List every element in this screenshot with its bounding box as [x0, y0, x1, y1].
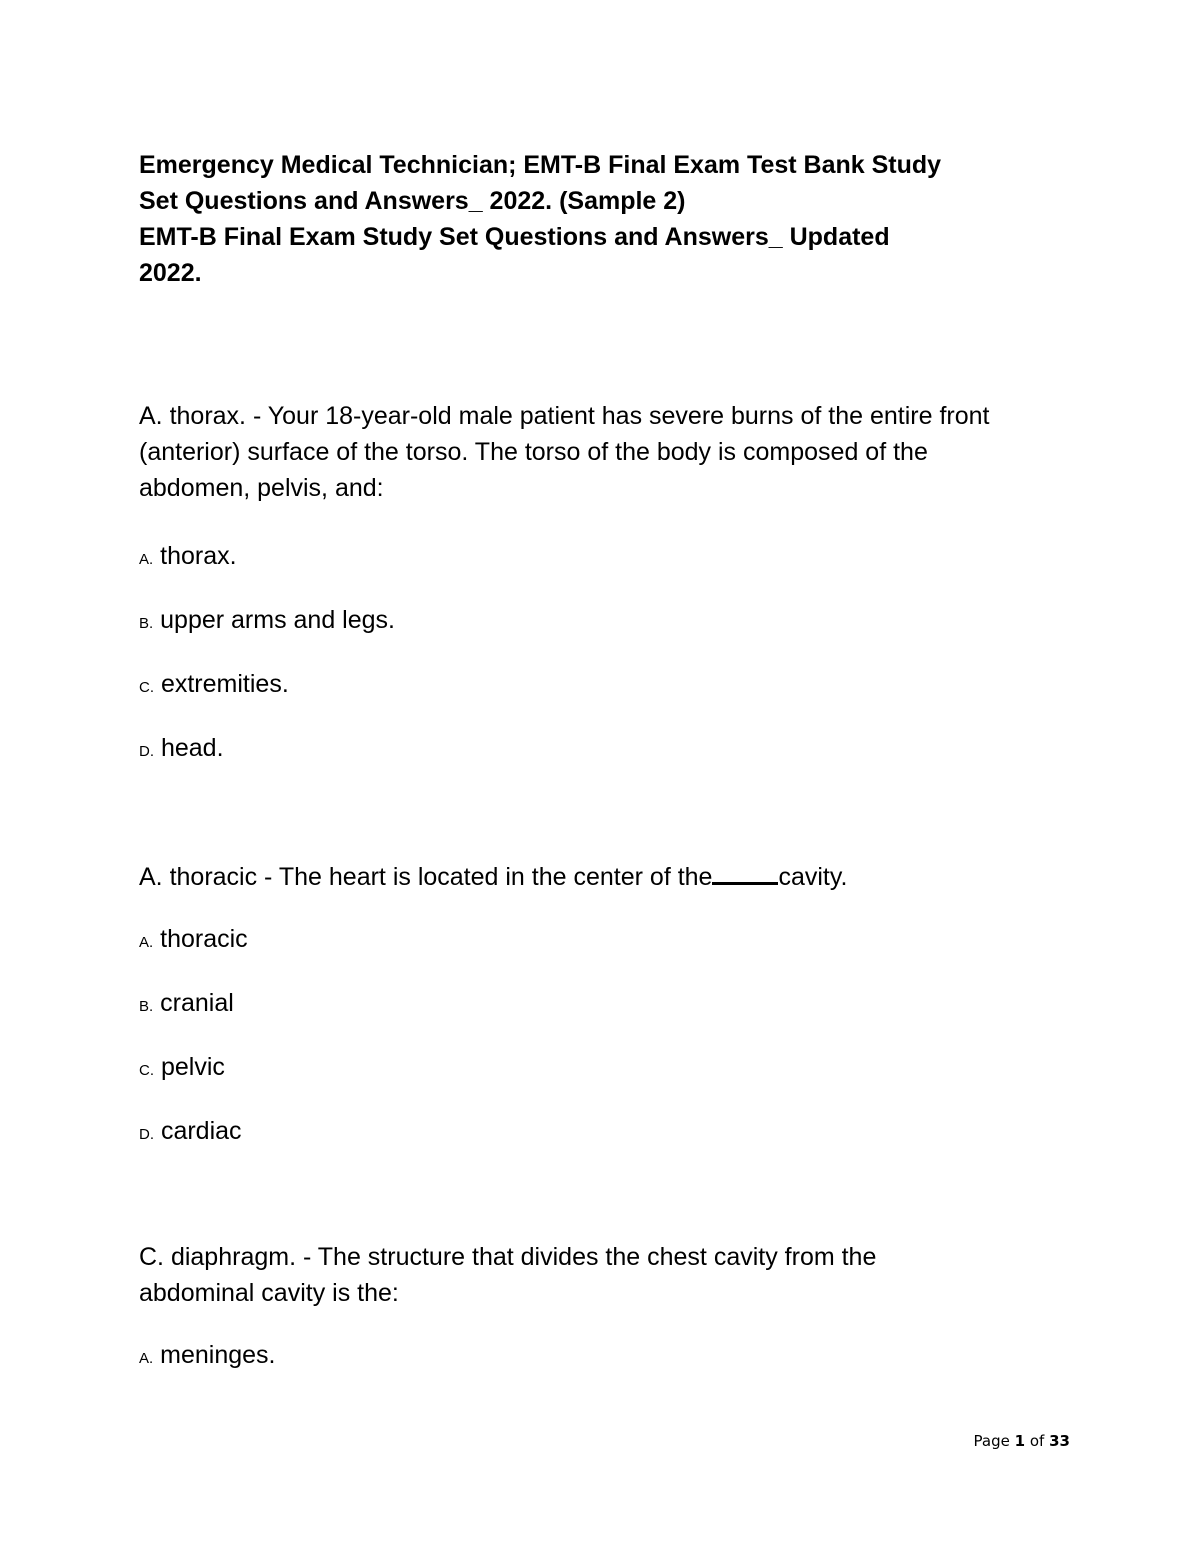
current-page: 1: [1014, 1432, 1026, 1450]
option-letter: A.: [139, 1350, 154, 1367]
option-letter: D.: [139, 1126, 154, 1143]
option-letter: D.: [139, 743, 154, 760]
fill-in-blank: [712, 860, 778, 885]
document-title: [139, 147, 1059, 291]
option-text: cranial: [160, 989, 234, 1017]
option: [139, 1113, 242, 1153]
option: [139, 602, 395, 642]
option-letter: A.: [139, 551, 154, 568]
option: [139, 1049, 225, 1089]
option-letter: C.: [139, 679, 154, 696]
total-pages: 33: [1049, 1432, 1070, 1450]
option-text: cardiac: [160, 1117, 242, 1145]
option: [139, 666, 289, 706]
page-label: Page: [973, 1432, 1010, 1450]
question-2: [139, 859, 1039, 895]
option: [139, 985, 234, 1025]
option-text: thoracic: [160, 925, 248, 953]
option-text: head.: [160, 734, 224, 762]
question-3: C. diaphragm. - The structure that divides the chest cavity from the abdominal cavity is the:: [139, 1243, 877, 1307]
option-letter: A.: [139, 934, 154, 951]
option-text: extremities.: [160, 670, 289, 698]
option-letter: B.: [139, 998, 154, 1015]
question-text: A. thoracic - The heart is located in the center of the: [139, 863, 713, 891]
option-letter: B.: [139, 615, 154, 632]
option-letter: C.: [139, 1062, 154, 1079]
option-text: meninges.: [160, 1341, 276, 1369]
option: [139, 1337, 276, 1377]
option: [139, 921, 248, 961]
option-text: thorax.: [160, 542, 237, 570]
title-line: Set Questions and Answers_ 2022. (Sample 2): [139, 187, 686, 215]
option: [139, 730, 224, 770]
title-line: EMT-B Final Exam Study Set Questions and Answers_ Updated: [139, 223, 890, 251]
option-text: pelvic: [160, 1053, 225, 1081]
option-text: upper arms and legs.: [160, 606, 395, 634]
question-text: cavity.: [778, 863, 848, 891]
title-line: Emergency Medical Technician; EMT-B Final Exam Test Bank Study: [139, 151, 942, 179]
page-number: [974, 1432, 1070, 1450]
title-line: 2022.: [139, 259, 202, 287]
option: [139, 538, 237, 578]
question-1: A. thorax. - Your 18-year-old male patient has severe burns of the entire front (anterior) surface of the torso. The torso of the body is composed of the abdomen, pelvis, and:: [139, 402, 990, 502]
of-label: of: [1029, 1432, 1045, 1450]
